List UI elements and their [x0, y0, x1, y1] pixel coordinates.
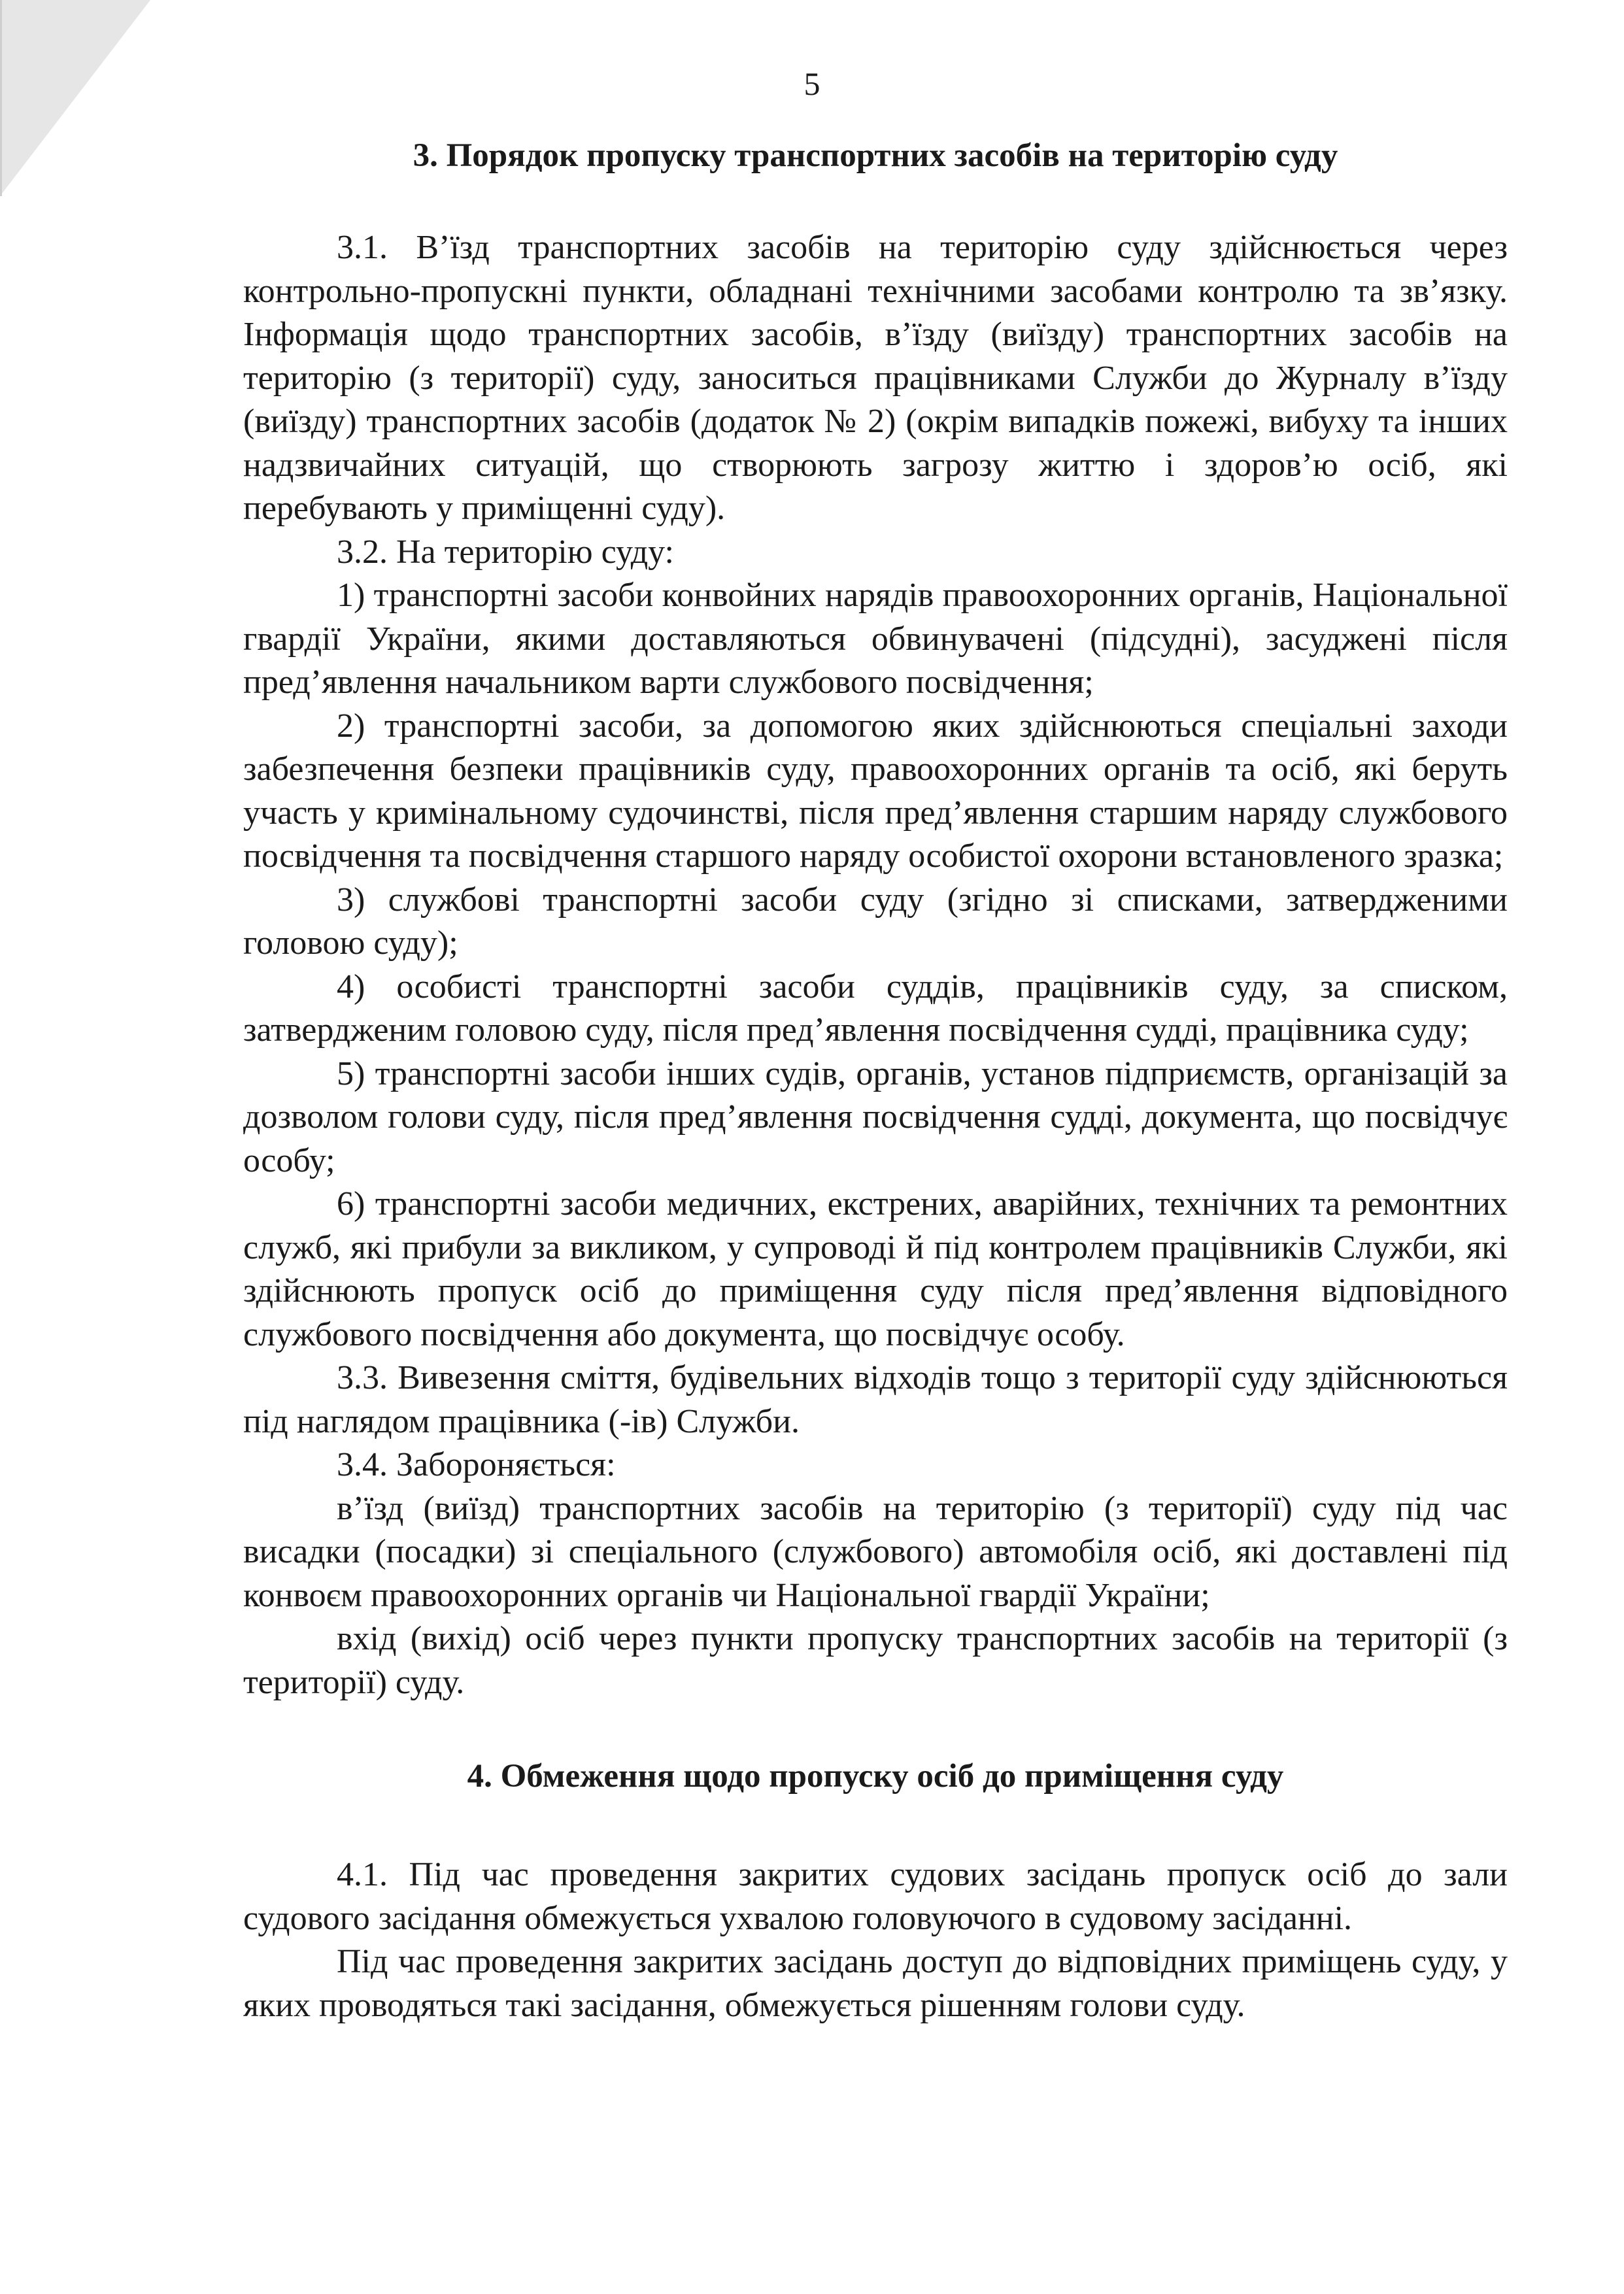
- prohibition-item-2: вхід (вихід) осіб через пункти пропуску транспортних засобів на території (з території) суду.: [243, 1620, 1508, 1701]
- section-4-heading: 4. Обмеження щодо пропуску осіб до приміщення суду: [467, 1758, 1284, 1795]
- paragraph-4-1: 4.1. Під час проведення закритих судових засідань пропуск осіб до зали судового засідання обмежується ухвалою головуючого в судовому засіданні.: [243, 1856, 1508, 1937]
- paragraph-3-2: 3.2. На територію суду:: [337, 533, 674, 571]
- prohibition-item-1: в’їзд (виїзд) транспортних засобів на територію (з території) суду під час висадки (посадки) зі спеціального (службового) автомобіля осіб, які доставлені під конвоєм правоохоронних органів чи Національної гвардії України;: [243, 1489, 1508, 1614]
- list-item-3-2-1: 1) транспортні засоби конвойних нарядів правоохоронних органів, Національної гвардії України, якими доставляються обвинувачені (підсудні), засуджені після пред’явлення начальником варти службового посвідчення;: [243, 577, 1508, 701]
- list-item-3-2-2: 2) транспортні засоби, за допомогою яких здійснюються спеціальні заходи забезпечення безпеки працівників суду, правоохоронних органів та осіб, які беруть участь у кримінальному судочинстві, після пред’явлення старшим наряду службового посвідчення та посвідчення старшого наряду особистої охорони встановленого зразка;: [243, 707, 1508, 875]
- list-item-3-2-4: 4) особисті транспортні засоби суддів, працівників суду, за списком, затвердженим головою суду, після пред’явлення посвідчення судді, працівника суду;: [243, 968, 1508, 1049]
- paragraph-3-1: 3.1. В’їзд транспортних засобів на територію суду здійснюється через контрольно-пропускні пункти, обладнані технічними засобами контролю та зв’язку. Інформація щодо транспортних засобів, в’їзду (виїзду) транспортних засобів на територію (з території) суду, заноситься працівниками Служби до Журналу в’їзду (виїзду) транспортних засобів (додаток № 2) (окрім випадків пожежі, вибуху та інших надзвичайних ситуацій, що створюють загрозу життю і здоров’ю осіб, які перебувають у приміщенні суду).: [243, 229, 1508, 527]
- page-number: 5: [804, 65, 820, 102]
- list-item-3-2-3: 3) службові транспортні засоби суду (згідно зі списками, затвердженими головою суду);: [243, 881, 1508, 962]
- section-3-heading: 3. Порядок пропуску транспортних засобів на територію суду: [413, 137, 1338, 174]
- list-item-3-2-5: 5) транспортні засоби інших судів, органів, установ підприємств, організацій за дозволом голови суду, після пред’явлення посвідчення судді, документа, що посвідчує особу;: [243, 1054, 1508, 1179]
- paragraph-3-3: 3.3. Вивезення сміття, будівельних відходів тощо з території суду здійснюються під наглядом працівника (-ів) Служби.: [243, 1359, 1508, 1440]
- paragraph-4-1-continued: Під час проведення закритих засідань доступ до відповідних приміщень суду, у яких проводяться такі засідання, обмежується рішенням голови суду.: [243, 1943, 1508, 2024]
- document-body: [243, 136, 1508, 2027]
- paragraph-3-4: 3.4. Забороняється:: [337, 1446, 616, 1483]
- list-item-3-2-6: 6) транспортні засоби медичних, екстрених, аварійних, технічних та ремонтних служб, які прибули за викликом, у супроводі й під контролем працівників Служби, які здійснюють пропуск осіб до приміщення суду після пред’явлення відповідного службового посвідчення або документа, що посвідчує особу.: [243, 1185, 1508, 1353]
